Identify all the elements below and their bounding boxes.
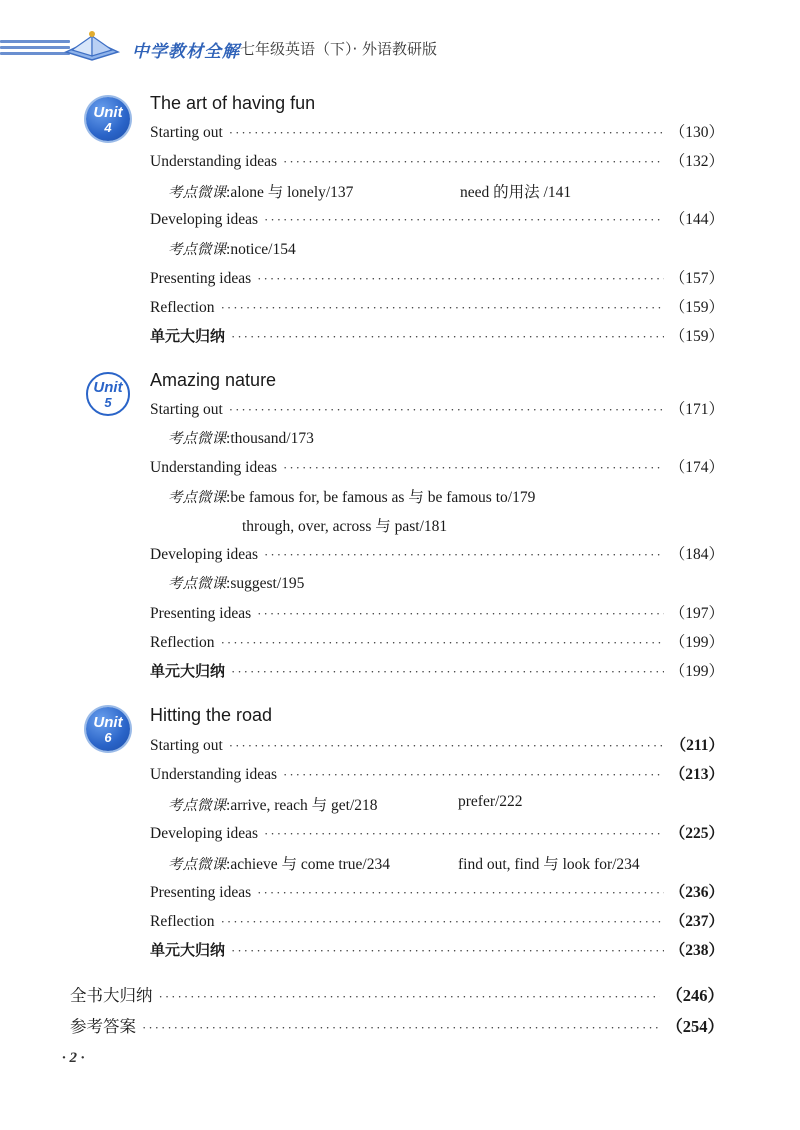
toc-entry-page: （236） xyxy=(669,884,724,901)
unit-badge-word: Unit xyxy=(93,713,123,731)
dot-leader xyxy=(142,1020,660,1036)
dot-leader xyxy=(229,402,664,418)
toc-entry-label: Presenting ideas xyxy=(150,605,252,622)
toc-entry-label: Developing ideas xyxy=(150,825,259,842)
dot-leader xyxy=(229,738,665,754)
toc-entry-label: 单元大归纳 xyxy=(150,941,226,959)
toc-entry[interactable] xyxy=(150,733,724,755)
toc-entry-page: （159） xyxy=(669,328,724,345)
toc-entry[interactable] xyxy=(150,266,724,288)
toc-entry-label: Developing ideas xyxy=(150,211,259,228)
dot-leader xyxy=(264,547,664,563)
key-point-note-line2 xyxy=(242,514,447,536)
toc-entry[interactable] xyxy=(150,397,724,419)
toc-entry-label: Presenting ideas xyxy=(150,270,252,287)
dot-leader xyxy=(283,460,664,476)
unit-5-badge xyxy=(86,372,130,416)
book-icon xyxy=(62,30,122,69)
dot-leader xyxy=(283,767,664,783)
key-point-separator: : xyxy=(226,489,231,506)
toc-entry[interactable] xyxy=(150,295,724,317)
toc-entry-page: （197） xyxy=(669,605,724,622)
unit-6-title: Hitting the road xyxy=(150,705,273,725)
toc-entry[interactable] xyxy=(150,120,724,142)
toc-entry-label: 单元大归纳 xyxy=(150,327,226,345)
dot-leader xyxy=(264,826,664,842)
unit-badge-word: Unit xyxy=(93,103,123,121)
key-point-note xyxy=(168,793,378,815)
key-point-note-extra xyxy=(458,793,523,811)
key-point-text: prefer/222 xyxy=(458,793,523,810)
toc-entry[interactable] xyxy=(150,542,724,564)
key-point-note-extra xyxy=(460,180,571,202)
dot-leader xyxy=(231,664,664,680)
toc-entry-label: 全书大归纳 xyxy=(70,986,153,1005)
key-point-prefix: 考点微课 xyxy=(168,798,226,814)
toc-book-section[interactable] xyxy=(70,982,724,1006)
toc-entry-label: Starting out xyxy=(150,737,223,754)
key-point-note xyxy=(168,238,296,259)
toc-entry[interactable] xyxy=(150,324,724,346)
key-point-prefix: 考点微课 xyxy=(168,576,226,592)
unit-4-badge xyxy=(86,97,130,141)
toc-entry-label: 参考答案 xyxy=(70,1017,136,1036)
key-point-note xyxy=(168,572,304,593)
key-point-separator: : xyxy=(226,184,231,201)
dot-leader xyxy=(221,914,664,930)
unit-badge-number: 6 xyxy=(104,729,112,745)
key-point-text: alone 与 lonely/137 xyxy=(230,184,354,201)
key-point-text: arrive, reach 与 get/218 xyxy=(230,797,378,814)
toc-entry-page: （199） xyxy=(669,663,724,680)
unit-4-title: The art of having fun xyxy=(150,93,316,113)
toc-entry-page: （157） xyxy=(669,270,724,287)
key-point-prefix: 考点微课 xyxy=(168,857,226,873)
key-point-prefix: 考点微课 xyxy=(168,431,226,447)
toc-entry[interactable] xyxy=(150,821,724,843)
toc-entry-page: （211） xyxy=(670,737,724,754)
toc-entry-label: Reflection xyxy=(150,299,215,316)
key-point-text: be famous for, be famous as 与 be famous to/179 xyxy=(230,489,536,506)
toc-entry-page: （174） xyxy=(669,459,724,476)
header-subtitle: 七年级英语（下）· 外语教研版 xyxy=(240,40,438,58)
unit-badge-number: 4 xyxy=(104,119,112,135)
toc-entry[interactable] xyxy=(150,455,724,477)
toc-entry-label: Reflection xyxy=(150,634,215,651)
toc-entry-page: （238） xyxy=(669,942,724,959)
dot-leader xyxy=(257,606,664,622)
toc-entry-label: Reflection xyxy=(150,913,215,930)
toc-entry-label: Starting out xyxy=(150,124,223,141)
key-point-separator: : xyxy=(226,575,231,592)
key-point-text: suggest/195 xyxy=(230,575,305,592)
unit-5-title: Amazing nature xyxy=(150,370,277,390)
toc-entry-page: （184） xyxy=(669,546,724,563)
key-point-note xyxy=(168,485,535,507)
dot-leader xyxy=(264,212,664,228)
page-number: · 2 · xyxy=(62,1050,85,1066)
key-point-note-extra xyxy=(458,852,640,874)
dot-leader xyxy=(221,635,664,651)
unit-badge-word: Unit xyxy=(93,378,123,396)
toc-entry-label: Presenting ideas xyxy=(150,884,252,901)
dot-leader xyxy=(283,154,664,170)
unit-badge-number: 5 xyxy=(104,394,112,410)
dot-leader xyxy=(231,943,664,959)
toc-entry-page: （246） xyxy=(666,986,724,1005)
toc-entry[interactable] xyxy=(150,149,724,171)
toc-entry-page: （159） xyxy=(669,299,724,316)
key-point-prefix: 考点微课 xyxy=(168,242,226,258)
key-point-text: through, over, across 与 past/181 xyxy=(242,518,448,535)
key-point-separator: : xyxy=(226,856,231,873)
header-decoration-lines xyxy=(0,40,70,58)
key-point-prefix: 考点微课 xyxy=(168,185,226,201)
toc-entry[interactable] xyxy=(150,909,724,931)
toc-entry-page: （171） xyxy=(669,401,724,418)
toc-entry[interactable] xyxy=(150,762,724,784)
key-point-note xyxy=(168,852,390,874)
toc-entry[interactable] xyxy=(150,630,724,652)
key-point-text: notice/154 xyxy=(230,241,296,258)
header-title: 中学教材全解 xyxy=(132,42,240,62)
toc-entry-label: Understanding ideas xyxy=(150,459,277,476)
unit-6-badge xyxy=(86,707,130,751)
toc-entry-page: （213） xyxy=(669,766,724,783)
key-point-separator: : xyxy=(226,797,231,814)
key-point-text: need 的用法 /141 xyxy=(460,184,572,201)
toc-entry[interactable] xyxy=(150,938,724,960)
toc-entry-label: Starting out xyxy=(150,401,223,418)
key-point-text: achieve 与 come true/234 xyxy=(230,856,390,873)
key-point-note xyxy=(168,427,314,448)
toc-entry-page: （144） xyxy=(669,211,724,228)
toc-entry[interactable] xyxy=(150,659,724,681)
key-point-text: find out, find 与 look for/234 xyxy=(458,856,640,873)
dot-leader xyxy=(257,271,664,287)
key-point-text: thousand/173 xyxy=(230,430,314,447)
toc-book-section[interactable] xyxy=(70,1013,724,1037)
toc-entry-label: Understanding ideas xyxy=(150,153,277,170)
key-point-separator: : xyxy=(226,241,231,258)
dot-leader xyxy=(257,885,664,901)
toc-entry-page: （225） xyxy=(669,825,724,842)
dot-leader xyxy=(231,329,664,345)
key-point-separator: : xyxy=(226,430,231,447)
dot-leader xyxy=(229,125,664,141)
toc-entry-label: 单元大归纳 xyxy=(150,662,226,680)
key-point-prefix: 考点微课 xyxy=(168,490,226,506)
toc-entry[interactable] xyxy=(150,880,724,902)
toc-entry-label: Developing ideas xyxy=(150,546,259,563)
toc-entry[interactable] xyxy=(150,207,724,229)
key-point-note xyxy=(168,180,353,202)
toc-entry-page: （254） xyxy=(666,1017,724,1036)
toc-entry-page: （130） xyxy=(669,124,724,141)
toc-entry-page: （199） xyxy=(669,634,724,651)
toc-entry-page: （132） xyxy=(669,153,724,170)
toc-entry[interactable] xyxy=(150,601,724,623)
toc-entry-page: （237） xyxy=(669,913,724,930)
toc-entry-label: Understanding ideas xyxy=(150,766,277,783)
dot-leader xyxy=(159,989,661,1005)
dot-leader xyxy=(221,300,664,316)
